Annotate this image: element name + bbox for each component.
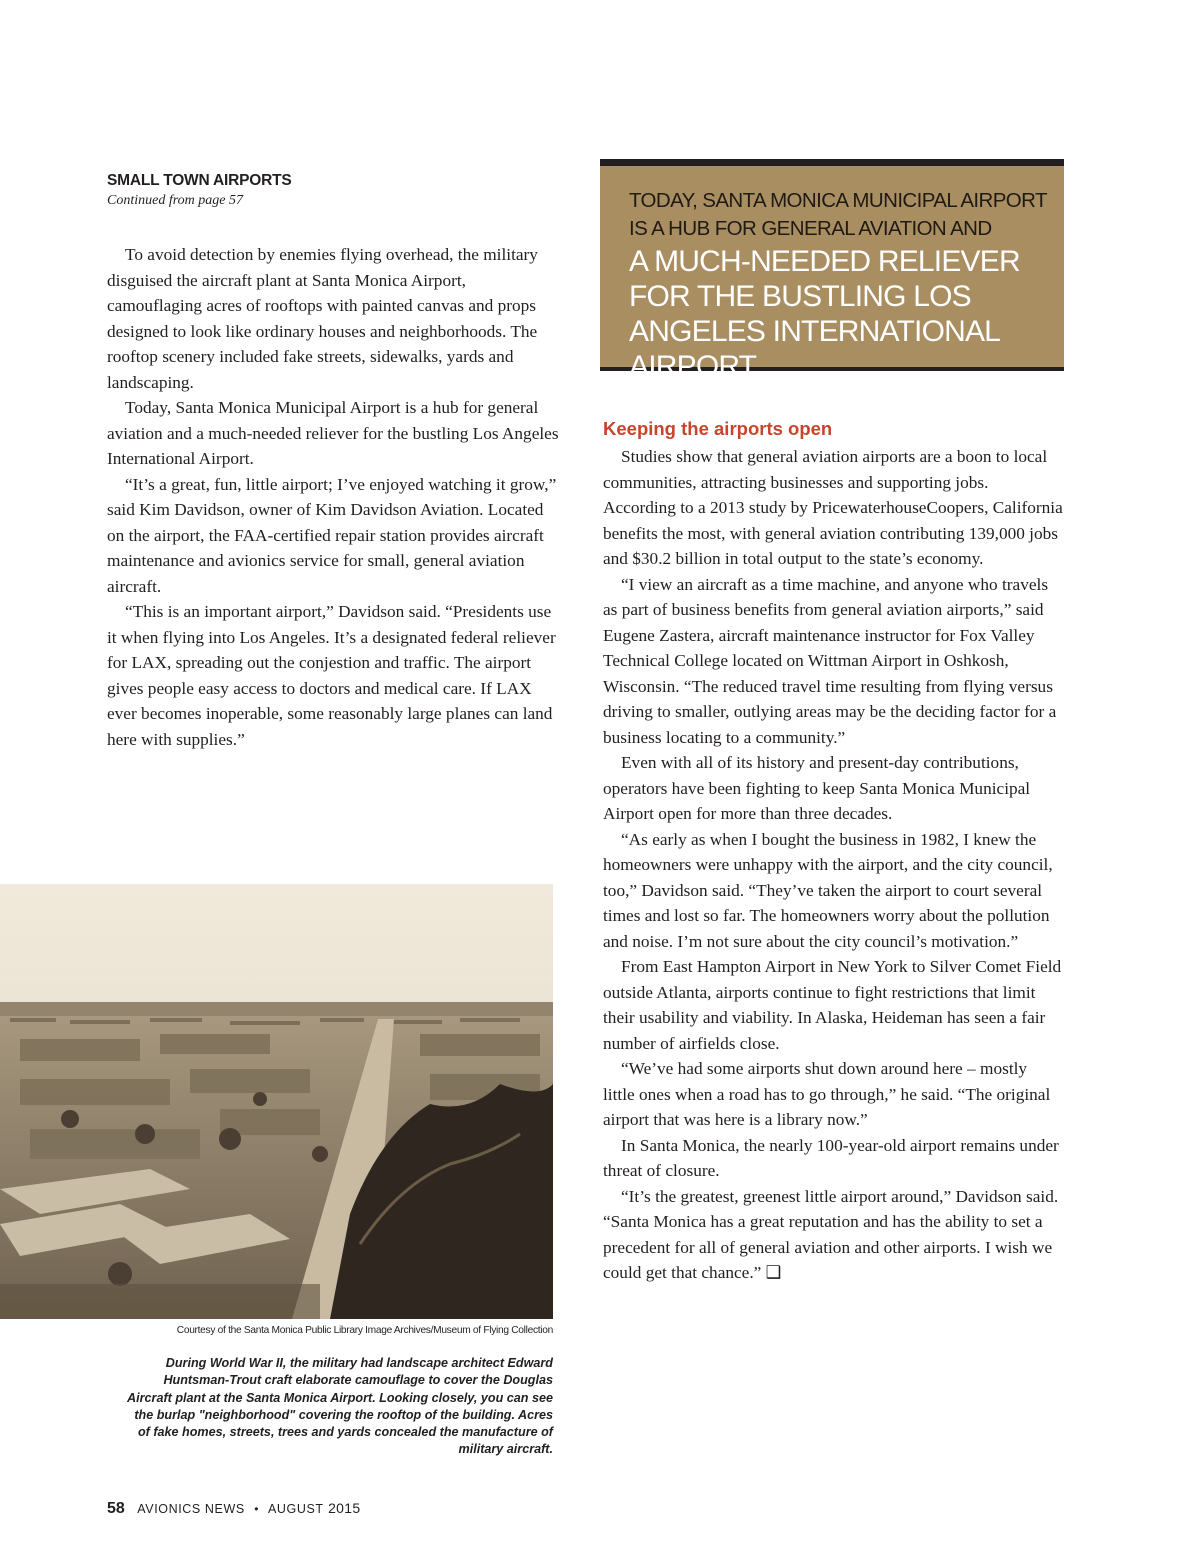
body-paragraph: “We’ve had some airports shut down around here – mostly little ones when a road has to go through,” he said. “The original airport that was here is a library now.” — [603, 1059, 1051, 1129]
pull-quote-lead: TODAY, SANTA MONICA MUNICIPAL AIRPORT IS A HUB FOR GENERAL AVIATION AND — [629, 189, 1047, 240]
page-number: 58 — [107, 1500, 125, 1517]
page-footer — [107, 1500, 360, 1518]
section-subhead: Keeping the airports open — [603, 418, 833, 439]
body-paragraph: Today, Santa Monica Municipal Airport is a hub for general aviation and a much-needed reliever for the bustling Los Angeles International Airport. — [107, 398, 559, 468]
body-paragraph: “It’s the greatest, greenest little airport around,” Davidson said. “Santa Monica has a great reputation and has the ability to set a precedent for all of general aviation and other airports. I wish we could get that chance.” ❑ — [603, 1186, 1059, 1282]
historic-aerial-photo — [0, 884, 553, 1319]
issue-year: 2015 — [328, 1500, 361, 1516]
pull-quote-emphasis: A MUCH-NEEDED RELIEVER FOR THE BUSTLING LOS ANGELES INTERNATIONAL AIRPORT. — [629, 245, 1020, 383]
body-paragraph: From East Hampton Airport in New York to Silver Comet Field outside Atlanta, airports continue to fight restrictions that limit their usability and viability. In Alaska, Heideman has seen a fair number of airfields close. — [603, 957, 1062, 1053]
right-column — [603, 444, 1063, 1286]
pull-quote — [600, 159, 1064, 383]
body-paragraph: To avoid detection by enemies flying overhead, the military disguised the aircraft plant at Santa Monica Airport, camouflaging acres of rooftops with painted canvas and props designed to look like ordinary houses and neighborhoods. The rooftop scenery included fake streets, sidewalks, yards and landscaping. — [107, 245, 538, 392]
body-paragraph: Even with all of its history and present-day contributions, operators have been fighting to keep Santa Monica Municipal Airport open for more than three decades. — [603, 753, 1031, 823]
body-paragraph: “I view an aircraft as a time machine, and anyone who travels as part of business benefits from general aviation airports,” said Eugene Zastera, aircraft maintenance instructor for Fox Valley Technical College located on Wittman Airport in Oshkosh, Wisconsin. “The reduced travel time resulting from flying versus driving to smaller, outlying areas may be the deciding factor for a business locating to a community.” — [603, 574, 1057, 747]
body-paragraph: Studies show that general aviation airports are a boon to local communities, attracting businesses and supporting jobs. According to a 2013 study by PricewaterhouseCoopers, California benefits the most, with general aviation contributing 139,000 jobs and $30.2 billion in total output to the state’s economy. — [603, 447, 1063, 568]
footer-separator: • — [254, 1502, 259, 1516]
photo-caption: During World War II, the military had landscape architect Edward Huntsman-Trout craft elaborate camouflage to cover the Douglas Aircraft plant at the Santa Monica Airport. Looking closely, you can see the burlap "neighborhood" covering the rooftop of the building. Acres of fake homes, streets, trees and yards concealed the manufacture of military aircraft. — [127, 1356, 553, 1457]
body-paragraph: “This is an important airport,” Davidson said. “Presidents use it when flying into Los Angeles. It’s a designated federal reliever for LAX, spreading out the conjestion and traffic. The airport gives people easy access to doctors and medical care. If LAX ever becomes inoperable, some reasonably large planes can land here with supplies.” — [107, 602, 556, 749]
issue-month: AUGUST — [267, 1502, 324, 1516]
body-paragraph: “As early as when I bought the business in 1982, I knew the homeowners were unhappy with the airport, and the city council, too,” Davidson said. “They’ve taken the airport to court several times and lost so far. The homeowners worry about the pollution and noise. I’m not sure about the city council’s motivation.” — [603, 829, 1053, 951]
continued-from-note: Continued from page 57 — [107, 193, 243, 208]
section-kicker: SMALL TOWN AIRPORTS — [107, 172, 292, 189]
body-paragraph: In Santa Monica, the nearly 100-year-old airport remains under threat of closure. — [603, 1135, 1059, 1180]
left-column — [107, 242, 564, 752]
photo-credit: Courtesy of the Santa Monica Public Library Image Archives/Museum of Flying Collection — [176, 1325, 553, 1336]
magazine-name: AVIONICS NEWS — [137, 1502, 245, 1516]
body-paragraph: “It’s a great, fun, little airport; I’ve enjoyed watching it grow,” said Kim Davidson, owner of Kim Davidson Aviation. Located on the airport, the FAA-certified repair station provides aircraft maintenance and avionics service for small, general aviation aircraft. — [107, 474, 557, 596]
